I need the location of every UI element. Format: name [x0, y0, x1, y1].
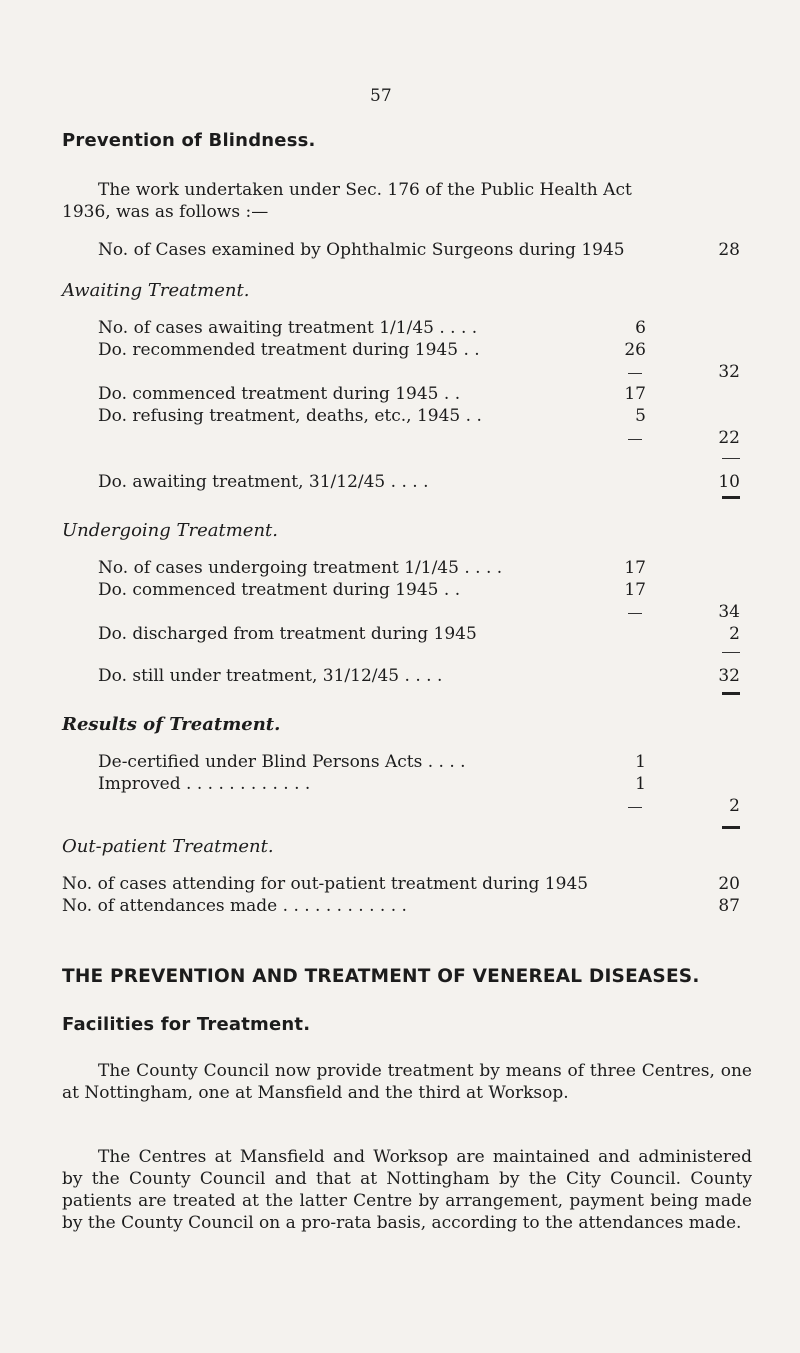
- undergoing-row-value: 17: [624, 558, 646, 578]
- outpatient-row-label: No. of cases attending for out-patient treatment during 1945: [62, 874, 589, 894]
- awaiting-final: 10: [718, 472, 740, 492]
- subtotal-dash: [628, 439, 642, 440]
- page-number: 57: [370, 86, 392, 106]
- subtotal-dash: [628, 613, 642, 614]
- awaiting-title: Awaiting Treatment.: [62, 280, 250, 301]
- undergoing-row-value: 32: [718, 666, 740, 686]
- total-rule: [722, 652, 740, 653]
- venereal-heading: THE PREVENTION AND TREATMENT OF VENEREAL DISEASES.: [62, 966, 700, 987]
- outpatient-row-value: 87: [718, 896, 740, 916]
- results-row-label: De-certified under Blind Persons Acts . . . .: [98, 752, 466, 772]
- undergoing-row-label: No. of cases undergoing treatment 1/1/45 . . . .: [98, 558, 503, 578]
- awaiting-row-label: No. of cases awaiting treatment 1/1/45 . . . .: [98, 318, 478, 338]
- awaiting-row-value: 6: [635, 318, 646, 338]
- awaiting-row-label: Do. awaiting treatment, 31/12/45 . . . .: [98, 472, 429, 492]
- outpatient-row-label: No. of attendances made . . . . . . . . . . . .: [62, 896, 407, 916]
- undergoing-row-label: Do. commenced treatment during 1945 . .: [98, 580, 461, 600]
- results-row-value: 1: [635, 774, 646, 794]
- undergoing-row-value: 17: [624, 580, 646, 600]
- double-rule: [722, 496, 740, 499]
- awaiting-row-value: 17: [624, 384, 646, 404]
- awaiting-row-label: Do. recommended treatment during 1945 . .: [98, 340, 480, 360]
- total-rule: [722, 458, 740, 459]
- awaiting-subtotal: 32: [718, 362, 740, 382]
- outpatient-row-value: 20: [718, 874, 740, 894]
- examined-label: No. of Cases examined by Ophthalmic Surgeons during 1945: [98, 240, 625, 260]
- undergoing-row-value: 2: [729, 624, 740, 644]
- awaiting-row-label: Do. commenced treatment during 1945 . .: [98, 384, 461, 404]
- subtotal-dash: [628, 807, 642, 808]
- intro-line-1: The work undertaken under Sec. 176 of the Public Health Act: [98, 180, 632, 200]
- undergoing-subtotal: 34: [718, 602, 740, 622]
- results-title: Results of Treatment.: [62, 714, 281, 735]
- results-total: 2: [729, 796, 740, 816]
- undergoing-row-label: Do. discharged from treatment during 1945: [98, 624, 477, 644]
- awaiting-remaining: 22: [718, 428, 740, 448]
- subtotal-dash: [628, 373, 642, 374]
- blindness-heading: Prevention of Blindness.: [62, 130, 316, 151]
- awaiting-row-label: Do. refusing treatment, deaths, etc., 1945 . .: [98, 406, 482, 426]
- examined-value: 28: [718, 240, 740, 260]
- double-rule: [722, 826, 740, 829]
- facilities-heading: Facilities for Treatment.: [62, 1014, 311, 1035]
- results-row-label: Improved . . . . . . . . . . . .: [98, 774, 311, 794]
- paragraph: The Centres at Mansfield and Worksop are maintained and administered by the County Council and that at Nottingham by the City Council. County patients are treated at the latter Centre by arrangement, payment being made by the County Council on a pro-rata basis, according to the attendances made.: [62, 1147, 752, 1233]
- outpatient-title: Out-patient Treatment.: [62, 836, 274, 857]
- paragraph: The County Council now provide treatment by means of three Centres, one at Nottingham, one at Mansfield and the third at Worksop.: [62, 1061, 752, 1103]
- undergoing-row-label: Do. still under treatment, 31/12/45 . . . .: [98, 666, 443, 686]
- double-rule: [722, 692, 740, 695]
- undergoing-title: Undergoing Treatment.: [62, 520, 278, 541]
- results-row-value: 1: [635, 752, 646, 772]
- awaiting-row-value: 26: [624, 340, 646, 360]
- awaiting-row-value: 5: [635, 406, 646, 426]
- intro-line-2: 1936, was as follows :—: [62, 202, 269, 222]
